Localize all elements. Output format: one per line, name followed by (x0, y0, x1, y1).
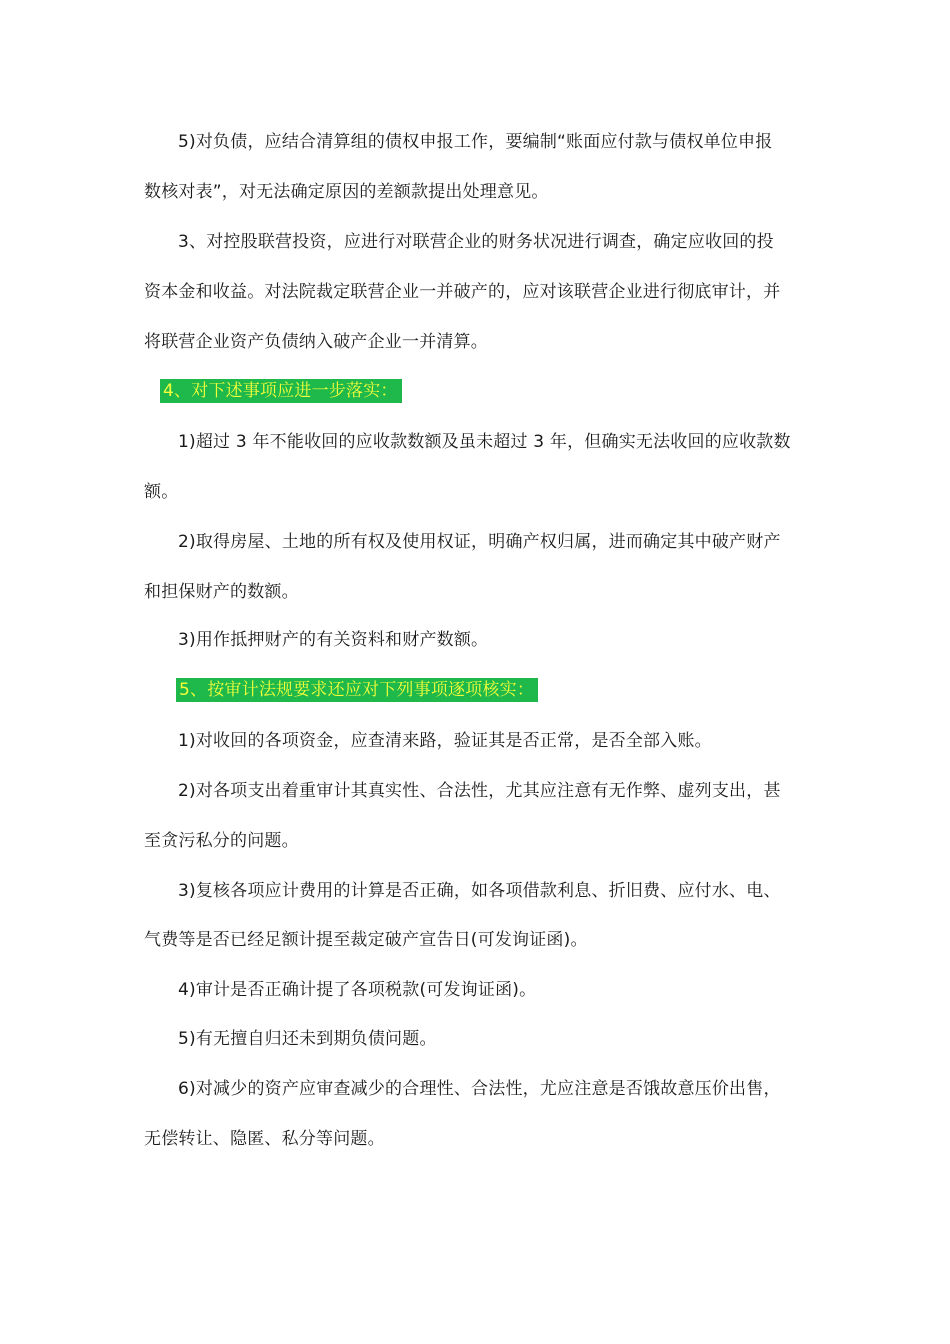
section-heading-4 (0, 379, 950, 403)
paragraph-line: 4)审计是否正确计提了各项税款(可发询证函)。 (178, 980, 537, 1000)
paragraph-line: 3)用作抵押财产的有关资料和财产数额。 (178, 630, 489, 650)
paragraph-line: 5)对负债，应结合清算组的债权申报工作，要编制“账面应付款与债权单位申报 (178, 132, 773, 152)
paragraph-line: 3)复核各项应计费用的计算是否正确，如各项借款利息、折旧费、应付水、电、 (178, 881, 781, 901)
paragraph-line: 数核对表”，对无法确定原因的差额款提出处理意见。 (144, 182, 549, 202)
paragraph-line: 2)取得房屋、土地的所有权及使用权证，明确产权归属，进而确定其中破产财产 (178, 532, 781, 552)
paragraph-line: 和担保财产的数额。 (144, 582, 299, 602)
paragraph-line: 至贪污私分的问题。 (144, 831, 299, 851)
paragraph-line: 气费等是否已经足额计提至裁定破产宣告日(可发询证函)。 (144, 930, 588, 950)
paragraph-line: 额。 (144, 482, 179, 502)
paragraph-line: 5)有无擅自归还未到期负债问题。 (178, 1029, 437, 1049)
highlighted-heading-text: 4、对下述事项应进一步落实： (160, 379, 402, 403)
highlighted-heading-text: 5、按审计法规要求还应对下列事项逐项核实： (176, 678, 538, 702)
paragraph-line: 将联营企业资产负债纳入破产企业一并清算。 (144, 332, 488, 352)
paragraph-line: 6)对减少的资产应审查减少的合理性、合法性，尤应注意是否饿故意压价出售， (178, 1079, 781, 1099)
paragraph-line: 1)对收回的各项资金，应查清来路，验证其是否正常，是否全部入账。 (178, 731, 712, 751)
paragraph-line: 资本金和收益。对法院裁定联营企业一并破产的，应对该联营企业进行彻底审计，并 (144, 282, 781, 302)
paragraph-line: 无偿转让、隐匿、私分等问题。 (144, 1129, 385, 1149)
paragraph-line: 1)超过 3 年不能收回的应收款数额及虽未超过 3 年，但确实无法收回的应收款数 (178, 432, 791, 452)
paragraph-line: 2)对各项支出着重审计其真实性、合法性，尤其应注意有无作弊、虚列支出，甚 (178, 781, 781, 801)
section-heading-5 (0, 678, 950, 702)
paragraph-line: 3、对控股联营投资，应进行对联营企业的财务状况进行调查，确定应收回的投 (178, 232, 774, 252)
